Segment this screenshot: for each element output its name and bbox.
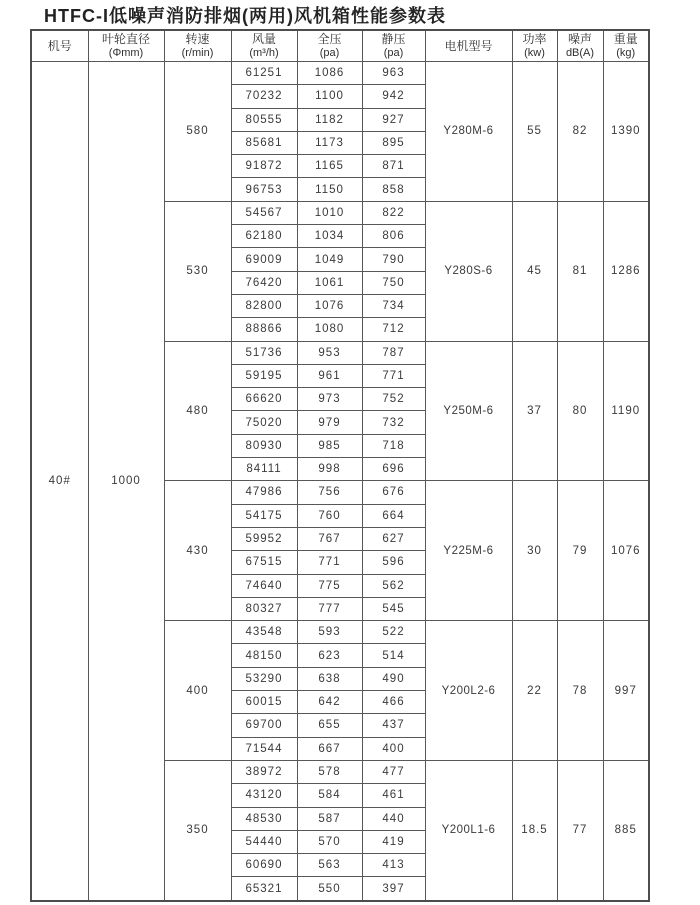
static-pressure-cell: 858 — [362, 178, 425, 201]
static-pressure-cell: 718 — [362, 434, 425, 457]
speed-cell: 580 — [164, 62, 231, 202]
noise-cell: 78 — [557, 621, 603, 761]
noise-cell: 79 — [557, 481, 603, 621]
static-pressure-cell: 627 — [362, 527, 425, 550]
col-header-unit: (kw) — [524, 46, 545, 59]
total-pressure-cell: 775 — [297, 574, 362, 597]
static-pressure-cell: 752 — [362, 388, 425, 411]
col-header-weight — [603, 30, 649, 62]
static-pressure-cell: 413 — [362, 854, 425, 877]
total-pressure-cell: 584 — [297, 784, 362, 807]
air-volume-cell: 54175 — [231, 504, 297, 527]
weight-cell: 1076 — [603, 481, 649, 621]
static-pressure-cell: 400 — [362, 737, 425, 760]
total-pressure-cell: 777 — [297, 597, 362, 620]
static-pressure-cell: 771 — [362, 364, 425, 387]
col-header-unit: dB(A) — [565, 46, 595, 59]
total-pressure-cell: 973 — [297, 388, 362, 411]
power-cell: 30 — [512, 481, 557, 621]
col-header-label: 转速 — [185, 32, 210, 47]
air-volume-cell: 82800 — [231, 294, 297, 317]
col-header-unit: (r/min) — [181, 46, 214, 59]
static-pressure-cell: 942 — [362, 85, 425, 108]
col-header-label: 叶轮直径 — [101, 32, 150, 47]
motor-model-cell: Y200L1-6 — [425, 760, 512, 900]
col-header-machine-no — [31, 30, 88, 62]
col-header-label: 噪声 — [567, 32, 592, 47]
static-pressure-cell: 477 — [362, 760, 425, 783]
total-pressure-cell: 642 — [297, 691, 362, 714]
col-header-speed — [164, 30, 231, 62]
total-pressure-cell: 593 — [297, 621, 362, 644]
table-body — [31, 62, 649, 901]
total-pressure-cell: 1100 — [297, 85, 362, 108]
col-header-motor-model — [425, 30, 512, 62]
performance-table — [30, 29, 650, 902]
air-volume-cell: 48150 — [231, 644, 297, 667]
total-pressure-cell: 1061 — [297, 271, 362, 294]
static-pressure-cell: 927 — [362, 108, 425, 131]
air-volume-cell: 59952 — [231, 527, 297, 550]
col-header-unit: (pa) — [383, 46, 404, 59]
air-volume-cell: 84111 — [231, 458, 297, 481]
air-volume-cell: 71544 — [231, 737, 297, 760]
total-pressure-cell: 771 — [297, 551, 362, 574]
motor-model-cell: Y225M-6 — [425, 481, 512, 621]
air-volume-cell: 67515 — [231, 551, 297, 574]
static-pressure-cell: 790 — [362, 248, 425, 271]
power-cell: 45 — [512, 201, 557, 341]
total-pressure-cell: 760 — [297, 504, 362, 527]
static-pressure-cell: 466 — [362, 691, 425, 714]
static-pressure-cell: 440 — [362, 807, 425, 830]
total-pressure-cell: 587 — [297, 807, 362, 830]
col-header-label: 电机型号 — [444, 38, 493, 53]
static-pressure-cell: 696 — [362, 458, 425, 481]
air-volume-cell: 69009 — [231, 248, 297, 271]
speed-cell: 430 — [164, 481, 231, 621]
col-header-unit: (pa) — [319, 46, 340, 59]
air-volume-cell: 80930 — [231, 434, 297, 457]
noise-cell: 81 — [557, 201, 603, 341]
speed-cell: 350 — [164, 760, 231, 900]
total-pressure-cell: 1076 — [297, 294, 362, 317]
static-pressure-cell: 963 — [362, 62, 425, 85]
air-volume-cell: 85681 — [231, 131, 297, 154]
table-header — [31, 30, 649, 62]
air-volume-cell: 70232 — [231, 85, 297, 108]
static-pressure-cell: 596 — [362, 551, 425, 574]
air-volume-cell: 75020 — [231, 411, 297, 434]
air-volume-cell: 51736 — [231, 341, 297, 364]
total-pressure-cell: 655 — [297, 714, 362, 737]
static-pressure-cell: 750 — [362, 271, 425, 294]
weight-cell: 1286 — [603, 201, 649, 341]
air-volume-cell: 47986 — [231, 481, 297, 504]
total-pressure-cell: 550 — [297, 877, 362, 901]
total-pressure-cell: 638 — [297, 667, 362, 690]
static-pressure-cell: 871 — [362, 155, 425, 178]
air-volume-cell: 65321 — [231, 877, 297, 901]
total-pressure-cell: 961 — [297, 364, 362, 387]
air-volume-cell: 43548 — [231, 621, 297, 644]
weight-cell: 997 — [603, 621, 649, 761]
total-pressure-cell: 563 — [297, 854, 362, 877]
col-header-label: 重量 — [613, 32, 638, 47]
motor-model-cell: Y280M-6 — [425, 62, 512, 202]
static-pressure-cell: 461 — [362, 784, 425, 807]
static-pressure-cell: 545 — [362, 597, 425, 620]
air-volume-cell: 74640 — [231, 574, 297, 597]
air-volume-cell: 76420 — [231, 271, 297, 294]
power-cell: 55 — [512, 62, 557, 202]
col-header-label: 全压 — [317, 32, 342, 47]
air-volume-cell: 88866 — [231, 318, 297, 341]
static-pressure-cell: 787 — [362, 341, 425, 364]
static-pressure-cell: 806 — [362, 225, 425, 248]
noise-cell: 82 — [557, 62, 603, 202]
air-volume-cell: 54567 — [231, 201, 297, 224]
static-pressure-cell: 437 — [362, 714, 425, 737]
air-volume-cell: 96753 — [231, 178, 297, 201]
col-header-unit: (m³/h) — [249, 46, 279, 59]
total-pressure-cell: 756 — [297, 481, 362, 504]
speed-cell: 480 — [164, 341, 231, 481]
total-pressure-cell: 1049 — [297, 248, 362, 271]
total-pressure-cell: 1034 — [297, 225, 362, 248]
air-volume-cell: 38972 — [231, 760, 297, 783]
static-pressure-cell: 514 — [362, 644, 425, 667]
total-pressure-cell: 1080 — [297, 318, 362, 341]
air-volume-cell: 60015 — [231, 691, 297, 714]
static-pressure-cell: 397 — [362, 877, 425, 901]
weight-cell: 1390 — [603, 62, 649, 202]
total-pressure-cell: 1150 — [297, 178, 362, 201]
speed-cell: 400 — [164, 621, 231, 761]
weight-cell: 885 — [603, 760, 649, 900]
air-volume-cell: 43120 — [231, 784, 297, 807]
header-row — [31, 30, 649, 62]
air-volume-cell: 80327 — [231, 597, 297, 620]
total-pressure-cell: 1182 — [297, 108, 362, 131]
total-pressure-cell: 1086 — [297, 62, 362, 85]
air-volume-cell: 48530 — [231, 807, 297, 830]
static-pressure-cell: 895 — [362, 131, 425, 154]
total-pressure-cell: 979 — [297, 411, 362, 434]
total-pressure-cell: 767 — [297, 527, 362, 550]
static-pressure-cell: 490 — [362, 667, 425, 690]
air-volume-cell: 66620 — [231, 388, 297, 411]
col-header-label: 功率 — [522, 32, 547, 47]
noise-cell: 77 — [557, 760, 603, 900]
motor-model-cell: Y200L2-6 — [425, 621, 512, 761]
total-pressure-cell: 623 — [297, 644, 362, 667]
col-header-noise — [557, 30, 603, 62]
power-cell: 18.5 — [512, 760, 557, 900]
col-header-air-volume — [231, 30, 297, 62]
page-title: HTFC-I低噪声消防排烟(两用)风机箱性能参数表 — [44, 6, 446, 26]
static-pressure-cell: 676 — [362, 481, 425, 504]
static-pressure-cell: 664 — [362, 504, 425, 527]
air-volume-cell: 59195 — [231, 364, 297, 387]
air-volume-cell: 62180 — [231, 225, 297, 248]
col-header-unit: (kg) — [616, 46, 636, 59]
total-pressure-cell: 570 — [297, 830, 362, 853]
static-pressure-cell: 732 — [362, 411, 425, 434]
col-header-label: 静压 — [381, 32, 406, 47]
speed-cell: 530 — [164, 201, 231, 341]
air-volume-cell: 80555 — [231, 108, 297, 131]
static-pressure-cell: 562 — [362, 574, 425, 597]
air-volume-cell: 60690 — [231, 854, 297, 877]
static-pressure-cell: 419 — [362, 830, 425, 853]
total-pressure-cell: 1165 — [297, 155, 362, 178]
total-pressure-cell: 998 — [297, 458, 362, 481]
power-cell: 37 — [512, 341, 557, 481]
col-header-impeller-diameter — [88, 30, 164, 62]
static-pressure-cell: 822 — [362, 201, 425, 224]
total-pressure-cell: 578 — [297, 760, 362, 783]
col-header-static-pressure — [362, 30, 425, 62]
col-header-label: 风量 — [251, 32, 276, 47]
total-pressure-cell: 667 — [297, 737, 362, 760]
machine-no-cell: 40# — [31, 62, 88, 901]
static-pressure-cell: 734 — [362, 294, 425, 317]
air-volume-cell: 53290 — [231, 667, 297, 690]
air-volume-cell: 54440 — [231, 830, 297, 853]
total-pressure-cell: 1173 — [297, 131, 362, 154]
impeller-diameter-cell: 1000 — [88, 62, 164, 901]
motor-model-cell: Y250M-6 — [425, 341, 512, 481]
col-header-total-pressure — [297, 30, 362, 62]
table-row — [31, 62, 649, 85]
power-cell: 22 — [512, 621, 557, 761]
col-header-power — [512, 30, 557, 62]
static-pressure-cell: 522 — [362, 621, 425, 644]
noise-cell: 80 — [557, 341, 603, 481]
total-pressure-cell: 953 — [297, 341, 362, 364]
static-pressure-cell: 712 — [362, 318, 425, 341]
total-pressure-cell: 1010 — [297, 201, 362, 224]
weight-cell: 1190 — [603, 341, 649, 481]
air-volume-cell: 69700 — [231, 714, 297, 737]
air-volume-cell: 61251 — [231, 62, 297, 85]
air-volume-cell: 91872 — [231, 155, 297, 178]
col-header-unit: (Φmm) — [108, 46, 144, 59]
motor-model-cell: Y280S-6 — [425, 201, 512, 341]
total-pressure-cell: 985 — [297, 434, 362, 457]
col-header-label: 机号 — [47, 38, 72, 53]
